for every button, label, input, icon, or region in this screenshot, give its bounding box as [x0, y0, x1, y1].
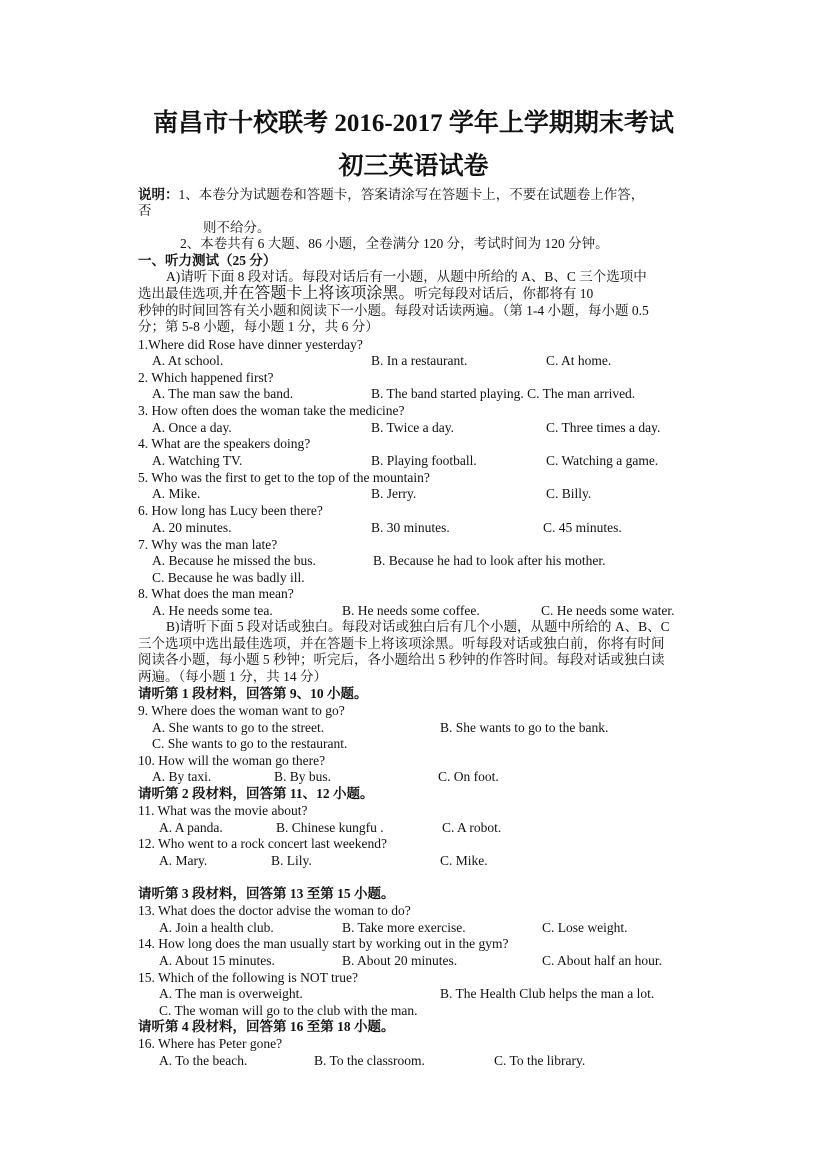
q9-option-b: B. She wants to go to the bank. — [440, 720, 609, 735]
q16-option-a: A. To the beach. — [159, 1053, 248, 1068]
notes-line-1 — [138, 187, 644, 203]
part-b-line-3: 阅读各小题，每小题 5 秒钟；听完后，各小题给出 5 秒钟的作答时间。每段对话或独白读 — [138, 652, 665, 667]
q1-option-c: C. At home. — [546, 353, 612, 368]
question-12: 12. Who went to a rock concert last weekend? — [138, 836, 388, 851]
question-4: 4. What are the speakers doing? — [138, 436, 311, 451]
question-15: 15. Which of the following is NOT true? — [138, 970, 358, 985]
q3-option-b: B. Twice a day. — [371, 420, 455, 435]
question-11: 11. What was the movie about? — [138, 803, 308, 818]
q3-option-a: A. Once a day. — [152, 420, 232, 435]
q15-option-a: A. The man is overweight. — [159, 986, 303, 1001]
q13-option-a: A. Join a health club. — [159, 920, 274, 935]
q2-option-b: B. The band started playing. C. The man arrived. — [371, 386, 636, 401]
question-8: 8. What does the man mean? — [138, 586, 294, 601]
q15-option-c: C. The woman will go to the club with the man. — [159, 1003, 418, 1018]
q1-option-a: A. At school. — [152, 353, 224, 368]
notes-text-1: 1、本卷分为试题卷和答题卡，答案请涂写在答题卡上，不要在试题卷上作答， — [178, 187, 645, 202]
q15-option-b: B. The Health Club helps the man a lot. — [440, 986, 655, 1001]
q12-option-b: B. Lily. — [271, 853, 312, 868]
part-a-line-1: A)请听下面 8 段对话。每段对话后有一小题，从题中所给的 A、B、C 三个选项中 — [166, 269, 647, 284]
q13-option-c: C. Lose weight. — [542, 920, 628, 935]
part-a-line-2b: 并在答题卡上将该项涂黑。 — [222, 283, 415, 302]
q9-option-c: C. She wants to go to the restaurant. — [152, 736, 348, 751]
part-b-line-4: 两遍。（每小题 1 分，共 14 分） — [138, 669, 327, 684]
part-b-line-1: B)请听下面 5 段对话或独白。每段对话或独白后有几个小题，从题中所给的 A、B、C — [166, 619, 670, 634]
page-subtitle: 初三英语试卷 — [338, 153, 489, 180]
q8-option-c: C. He needs some water. — [541, 603, 675, 618]
q12-option-c: C. Mike. — [440, 853, 488, 868]
q2-option-a: A. The man saw the band. — [152, 386, 294, 401]
part-a-line-3: 秒钟的时间回答有关小题和阅读下一小题。每段对话读两遍。（第 1-4 小题，每小题 0.5 — [138, 303, 649, 318]
question-16: 16. Where has Peter gone? — [138, 1036, 283, 1051]
material-3-heading: 请听第 3 段材料，回答第 13 至第 15 小题。 — [138, 886, 395, 901]
part-a-line-4: 分；第 5-8 小题，每小题 1 分，共 6 分） — [138, 319, 379, 334]
material-1-heading: 请听第 1 段材料，回答第 9、10 小题。 — [138, 686, 368, 701]
part-a-line-2c: 听完每段对话后，你都将有 10 — [414, 286, 594, 301]
q7-option-c: C. Because he was badly ill. — [152, 570, 305, 585]
part-a-line-2 — [138, 285, 593, 302]
part-b-line-2: 三个选项中选出最佳选项，并在答题卡上将该项涂黑。听每段对话或独白前，你将有时间 — [138, 636, 665, 651]
question-2: 2. Which happened first? — [138, 370, 274, 385]
question-1: 1.Where did Rose have dinner yesterday? — [138, 337, 363, 352]
q4-option-c: C. Watching a game. — [546, 453, 659, 468]
material-4-heading: 请听第 4 段材料，回答第 16 至第 18 小题。 — [138, 1019, 395, 1034]
question-10: 10. How will the woman go there? — [138, 753, 326, 768]
q16-option-b: B. To the classroom. — [314, 1053, 425, 1068]
q8-option-a: A. He needs some tea. — [152, 603, 273, 618]
q6-option-a: A. 20 minutes. — [152, 520, 232, 535]
question-6: 6. How long has Lucy been there? — [138, 503, 323, 518]
q13-option-b: B. Take more exercise. — [342, 920, 466, 935]
question-9: 9. Where does the woman want to go? — [138, 703, 345, 718]
q5-option-b: B. Jerry. — [371, 486, 417, 501]
notes-label: 说明： — [138, 187, 179, 202]
q14-option-b: B. About 20 minutes. — [342, 953, 458, 968]
q4-option-b: B. Playing football. — [371, 453, 477, 468]
question-13: 13. What does the doctor advise the woman to do? — [138, 903, 411, 918]
q10-option-c: C. On foot. — [438, 769, 499, 784]
material-2-heading: 请听第 2 段材料，回答第 11、12 小题。 — [138, 786, 374, 801]
q11-option-c: C. A robot. — [442, 820, 502, 835]
question-3: 3. How often does the woman take the medicine? — [138, 403, 405, 418]
q11-option-b: B. Chinese kungfu . — [276, 820, 384, 835]
section-title: 一、听力测试（25 分） — [138, 253, 277, 268]
q5-option-c: C. Billy. — [546, 486, 592, 501]
notes-line-1c: 则不给分。 — [203, 220, 271, 235]
q7-option-b: B. Because he had to look after his mother. — [373, 553, 606, 568]
q8-option-b: B. He needs some coffee. — [342, 603, 480, 618]
q11-option-a: A. A panda. — [159, 820, 223, 835]
q16-option-c: C. To the library. — [494, 1053, 586, 1068]
notes-line-1b: 否 — [138, 203, 152, 218]
q6-option-b: B. 30 minutes. — [371, 520, 450, 535]
page-title: 南昌市十校联考 2016-2017 学年上学期期末考试 — [153, 110, 674, 137]
q14-option-c: C. About half an hour. — [542, 953, 662, 968]
question-14: 14. How long does the man usually start by working out in the gym? — [138, 936, 509, 951]
q10-option-a: A. By taxi. — [152, 769, 212, 784]
part-a-line-2a: 选出最佳选项, — [138, 286, 223, 301]
q7-option-a: A. Because he missed the bus. — [152, 553, 316, 568]
question-5: 5. Who was the first to get to the top of the mountain? — [138, 470, 430, 485]
q12-option-a: A. Mary. — [159, 853, 208, 868]
q9-option-a: A. She wants to go to the street. — [152, 720, 325, 735]
q6-option-c: C. 45 minutes. — [543, 520, 622, 535]
q14-option-a: A. About 15 minutes. — [159, 953, 275, 968]
notes-line-2: 2、本卷共有 6 大题、86 小题，全卷满分 120 分，考试时间为 120 分钟。 — [180, 236, 609, 251]
q1-option-b: B. In a restaurant. — [371, 353, 468, 368]
q3-option-c: C. Three times a day. — [546, 420, 661, 435]
q10-option-b: B. By bus. — [274, 769, 332, 784]
q4-option-a: A. Watching TV. — [152, 453, 243, 468]
q5-option-a: A. Mike. — [152, 486, 201, 501]
question-7: 7. Why was the man late? — [138, 537, 278, 552]
